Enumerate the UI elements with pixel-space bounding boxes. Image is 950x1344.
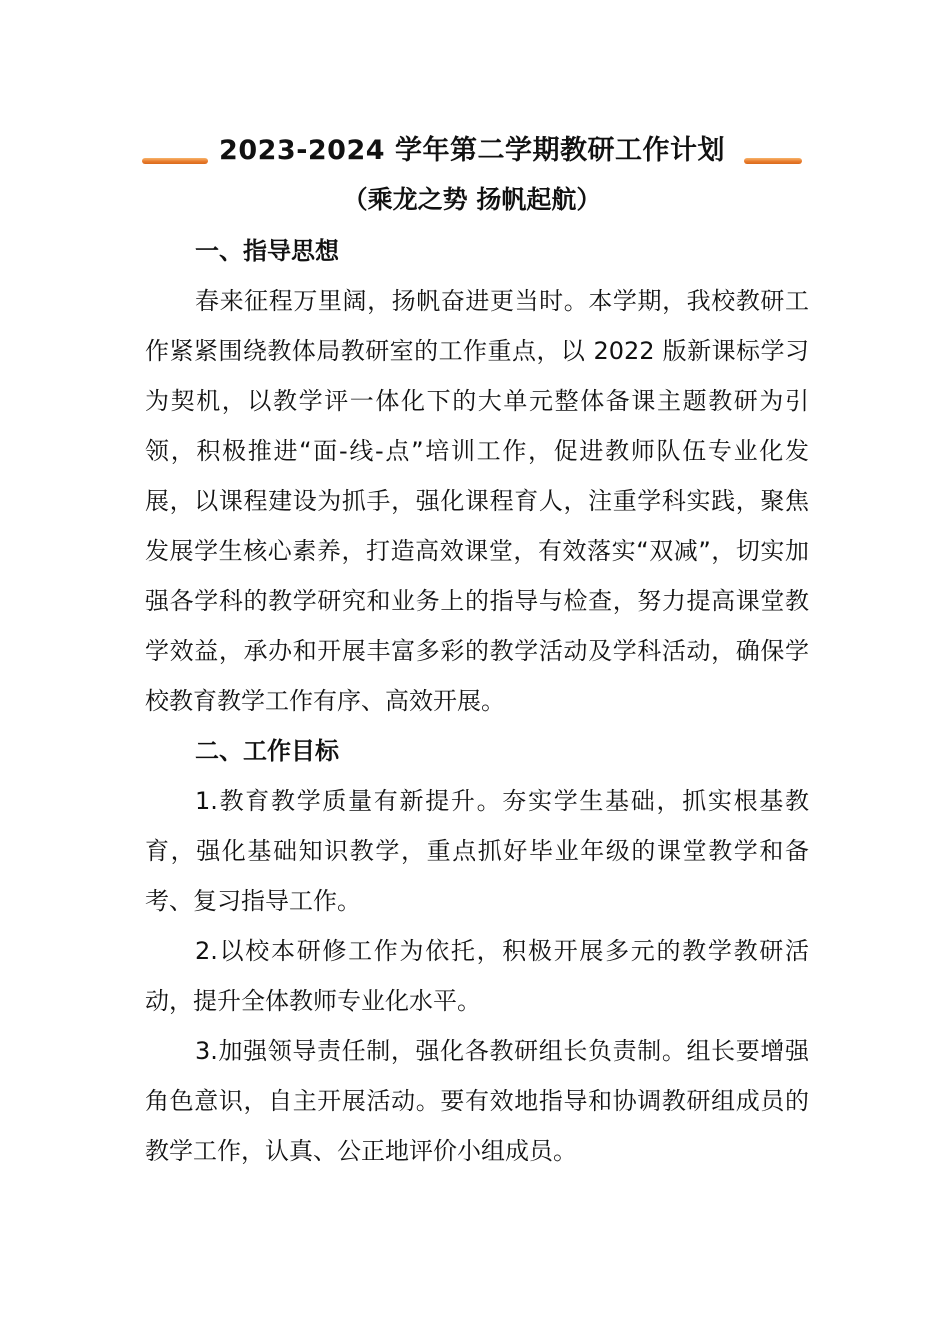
paragraph: 2.以校本研修工作为依托，积极开展多元的教学教研活动，提升全体教师专业化水平。 bbox=[145, 937, 809, 1015]
document-body bbox=[145, 226, 809, 1176]
section-heading-guiding-thought: 一、指导思想 bbox=[195, 237, 339, 265]
title-row bbox=[142, 132, 802, 172]
paragraph: 春来征程万里阔，扬帆奋进更当时。本学期，我校教研工作紧紧围绕教体局教研室的工作重点，以 2022 版新课标学习为契机，以教学评一体化下的大单元整体备课主题教研为引领，积极推进“面-线-点”培训工作，促进教师队伍专业化发展，以课程建设为抓手，强化课程育人，注重学科实践，聚焦发展学生核心素养，打造高效课堂，有效落实“双减”，切实加强各学科的教学研究和业务上的指导与检查，努力提高课堂教学效益，承办和开展丰富多彩的教学活动及学科活动，确保学校教育教学工作有序、高效开展。 bbox=[145, 287, 809, 715]
paragraph: 1.教育教学质量有新提升。夯实学生基础，抓实根基教育，强化基础知识教学，重点抓好毕业年级的课堂教学和备考、复习指导工作。 bbox=[145, 787, 809, 915]
section-heading-work-goals: 二、工作目标 bbox=[195, 737, 339, 765]
paragraph: 3.加强领导责任制，强化各教研组长负责制。组长要增强角色意识，自主开展活动。要有效地指导和协调教研组成员的教学工作，认真、公正地评价小组成员。 bbox=[145, 1037, 809, 1165]
document-title: 2023-2024 学年第二学期教研工作计划 bbox=[219, 135, 725, 166]
document-subtitle: （乘龙之势 扬帆起航） bbox=[342, 185, 602, 214]
